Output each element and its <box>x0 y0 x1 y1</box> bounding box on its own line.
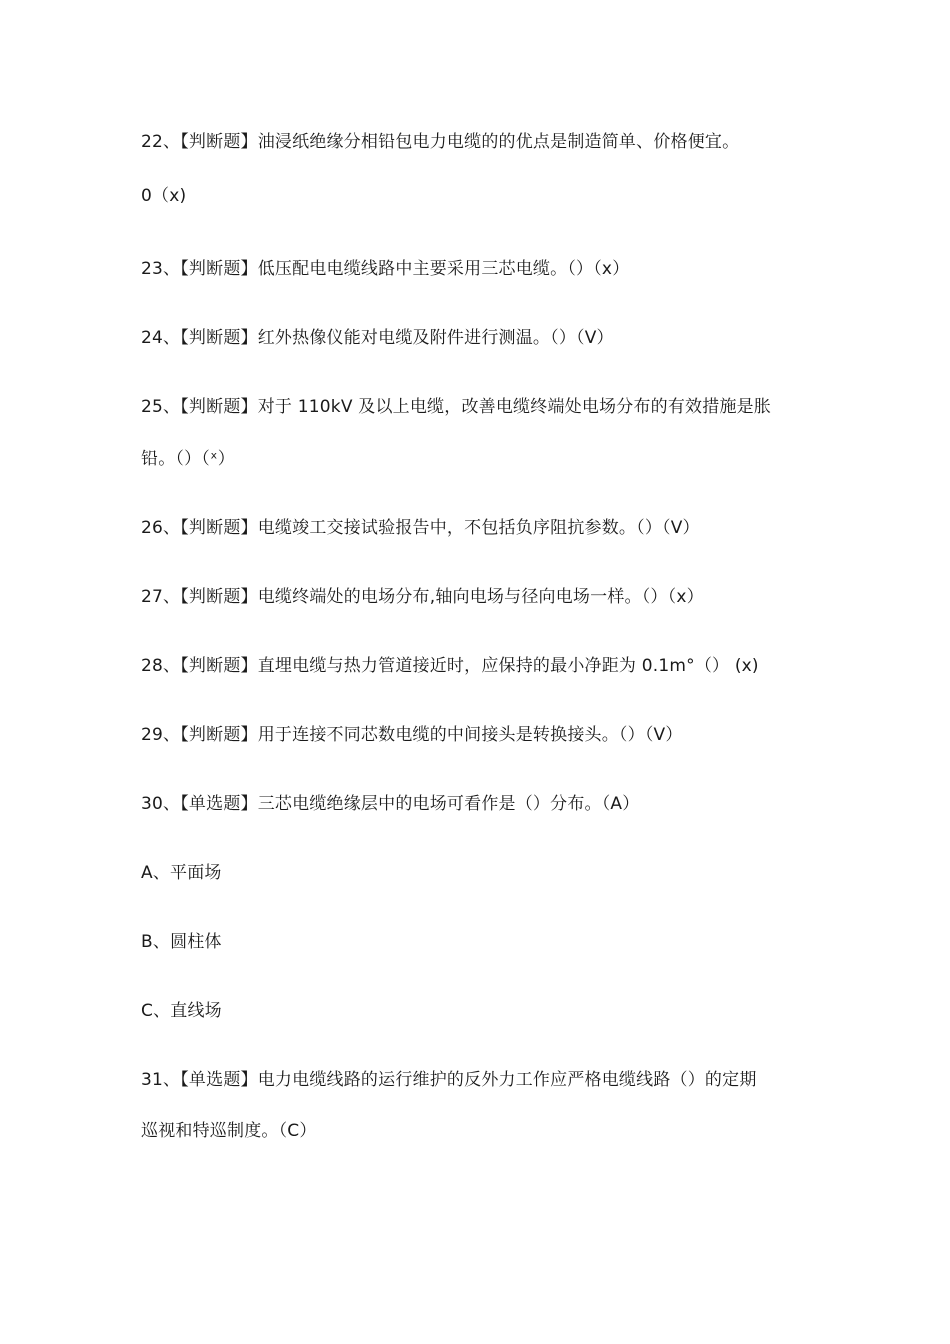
option-a: A、平面场 <box>141 863 222 883</box>
question-31-line-2: 巡视和特巡制度。（C） <box>141 1121 317 1141</box>
question-24: 24、【判断题】红外热像仪能对电缆及附件进行测温。（）（V） <box>141 328 614 348</box>
option-b: B、圆柱体 <box>141 932 222 952</box>
question-27: 27、【判断题】电缆终端处的电场分布,轴向电场与径向电场一样。（）（x） <box>141 587 704 607</box>
question-31-line-1: 31、【单选题】电力电缆线路的运行维护的反外力工作应严格电缆线路（）的定期 <box>141 1070 757 1090</box>
question-28: 28、【判断题】直埋电缆与热力管道接近时，应保持的最小净距为 0.1m°（） (x) <box>141 656 759 676</box>
question-22-line-2: 0（x) <box>141 186 187 206</box>
option-c: C、直线场 <box>141 1001 222 1021</box>
question-26: 26、【判断题】电缆竣工交接试验报告中，不包括负序阻抗参数。（）（V） <box>141 518 700 538</box>
question-30: 30、【单选题】三芯电缆绝缘层中的电场可看作是（）分布。（A） <box>141 794 640 814</box>
question-22-line-1: 22、【判断题】油浸纸绝缘分相铅包电力电缆的的优点是制造简单、价格便宜。 <box>141 132 740 152</box>
question-23: 23、【判断题】低压配电电缆线路中主要采用三芯电缆。（）（x） <box>141 259 630 279</box>
question-25-line-2: 铅。（）（ˣ） <box>141 449 235 469</box>
question-25-line-1: 25、【判断题】对于 110kV 及以上电缆，改善电缆终端处电场分布的有效措施是胀 <box>141 397 772 417</box>
question-29: 29、【判断题】用于连接不同芯数电缆的中间接头是转换接头。（）（V） <box>141 725 683 745</box>
